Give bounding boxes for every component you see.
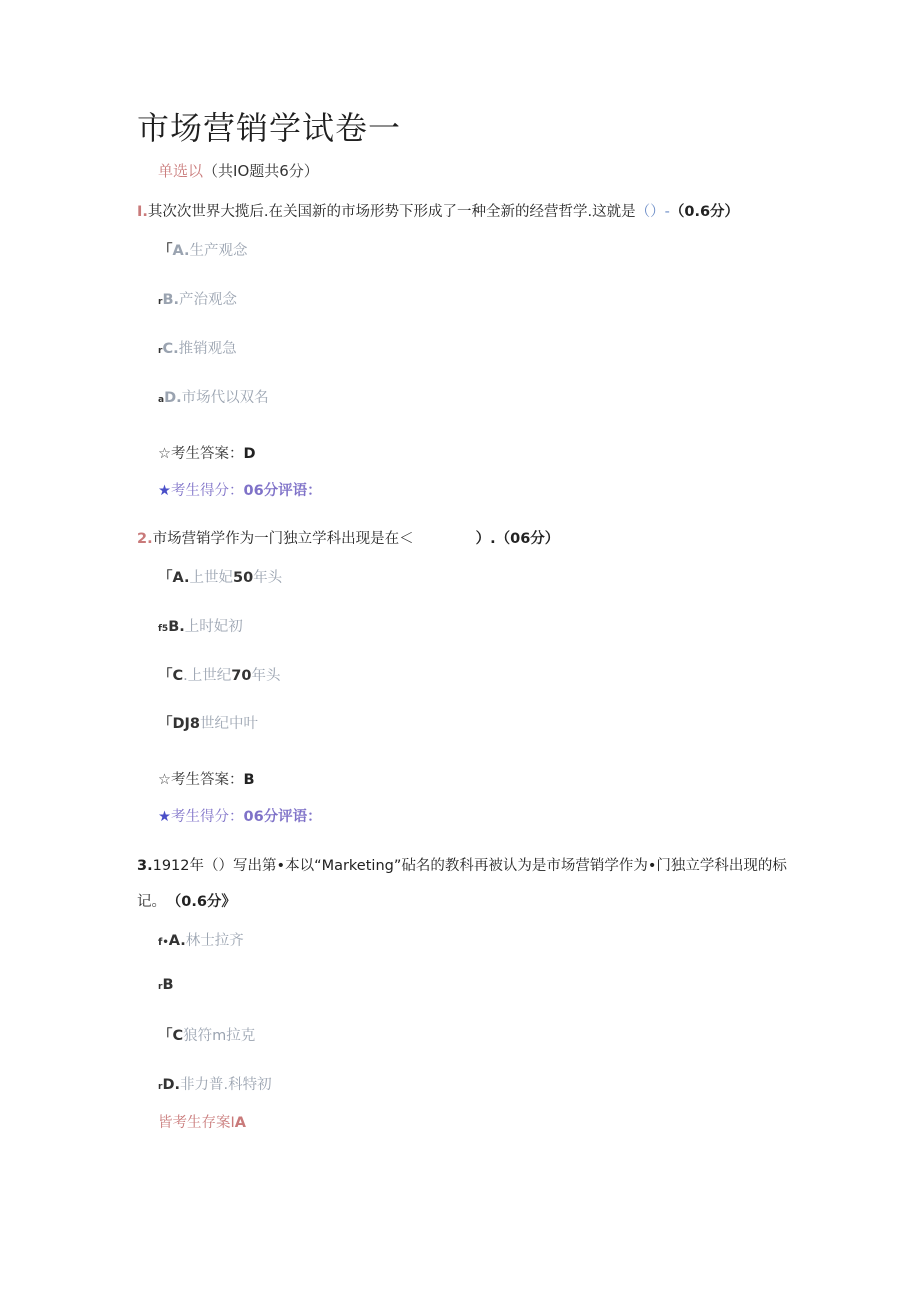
radio-icon: a <box>158 395 165 405</box>
question-stem: 市场营销学作为一门独立学科出现是在＜ <box>152 531 414 547</box>
option-text: 生产观念 <box>189 243 248 259</box>
answer-label: 皆考生存案I <box>158 1115 235 1131</box>
question-stem-cont: 记。 <box>137 894 166 910</box>
student-answer <box>158 1111 246 1132</box>
option-b[interactable] <box>158 977 174 993</box>
option-b[interactable] <box>158 288 237 309</box>
option-d[interactable] <box>158 386 269 407</box>
option-text-suffix: 年头 <box>251 668 281 684</box>
question-points: （0.6分） <box>669 204 740 220</box>
option-letter: B. <box>168 619 185 635</box>
option-letter: C <box>172 1028 184 1044</box>
star-filled-icon: ★ <box>158 809 171 825</box>
option-b[interactable] <box>158 615 243 636</box>
option-letter: D. <box>164 390 182 406</box>
option-letter: DJ8 <box>172 716 201 732</box>
option-number: 70 <box>231 668 252 684</box>
option-text: 狼符m拉克 <box>183 1028 256 1044</box>
question-stem: 其次次世界大揽后.在关国新的市场形势下形成了一种全新的经营哲学.这就是 <box>147 204 636 220</box>
option-a[interactable] <box>158 566 282 587</box>
option-letter: B. <box>162 292 180 308</box>
question-stem: 1912年（）写出第•本以“Marketing”砧名的教科再被认为是市场营销学作为•门独立学科出现的标 <box>152 858 787 874</box>
answer-value: D <box>243 446 256 462</box>
score-value: 06分评语： <box>243 809 322 825</box>
option-text: 上时妃初 <box>184 619 243 635</box>
option-d[interactable] <box>158 1073 272 1094</box>
option-c[interactable] <box>158 1024 255 1045</box>
option-letter: D. <box>162 1077 180 1093</box>
question-number: 2. <box>137 531 153 547</box>
star-outline-icon: ☆ <box>158 446 171 462</box>
option-text-suffix: 年头 <box>253 570 283 586</box>
option-c[interactable] <box>158 337 237 358</box>
student-score <box>158 805 322 826</box>
page-title: 市场营销学试卷一 <box>137 109 402 147</box>
section-info: （共IO题共6分） <box>203 162 319 180</box>
question-3-text <box>137 854 787 875</box>
radio-icon: 「 <box>158 668 173 684</box>
option-c[interactable] <box>158 664 280 685</box>
option-letter: C. <box>162 341 179 357</box>
option-text: 市场代以双名 <box>181 390 269 406</box>
option-a[interactable] <box>158 239 248 260</box>
option-text: 林士拉齐 <box>185 933 244 949</box>
option-letter: C <box>172 668 184 684</box>
radio-icon: 「 <box>158 1028 173 1044</box>
option-letter: A. <box>172 570 190 586</box>
radio-icon: f5 <box>158 624 169 634</box>
question-3-text-line2 <box>137 890 236 911</box>
question-number: I. <box>137 204 148 220</box>
option-letter: A. <box>168 933 186 949</box>
option-letter: B <box>162 977 174 993</box>
section-label: 单选以 <box>158 162 204 180</box>
star-filled-icon: ★ <box>158 483 171 499</box>
option-text: 产治观念 <box>179 292 238 308</box>
question-1-text <box>137 200 739 221</box>
section-header <box>158 160 319 181</box>
answer-label: 考生答案： <box>171 446 244 462</box>
star-outline-icon: ☆ <box>158 772 171 788</box>
option-a[interactable] <box>158 929 244 950</box>
radio-icon: 「 <box>158 570 173 586</box>
option-text: 推销观急 <box>178 341 237 357</box>
radio-icon: r <box>158 1082 163 1092</box>
radio-icon: 「 <box>158 716 173 732</box>
radio-icon: r <box>158 346 163 356</box>
student-answer <box>158 442 256 463</box>
answer-value: A <box>234 1115 247 1131</box>
radio-icon: r <box>158 982 163 992</box>
option-text: 非力普.科特初 <box>180 1077 272 1093</box>
score-label: 考生得分： <box>171 809 244 825</box>
option-d[interactable] <box>158 712 258 733</box>
radio-icon: 「 <box>158 243 173 259</box>
question-points: ）.（06分） <box>475 531 560 547</box>
option-text: 世纪中叶 <box>200 716 259 732</box>
score-label: 考生得分： <box>171 483 244 499</box>
score-value: 06分评语： <box>243 483 322 499</box>
answer-label: 考生答案： <box>171 772 244 788</box>
question-points: （0.6分》 <box>174 894 236 910</box>
option-text: .上世纪 <box>183 668 232 684</box>
student-answer <box>158 768 255 789</box>
option-text: 上世妃 <box>189 570 233 586</box>
question-number: 3. <box>137 858 153 874</box>
option-number: 50 <box>233 570 254 586</box>
radio-icon: r <box>158 297 163 307</box>
option-letter: A. <box>172 243 190 259</box>
question-2-text <box>137 527 559 548</box>
answer-value: B <box>243 772 255 788</box>
radio-icon: f• <box>158 937 169 948</box>
answer-blank: （）- <box>635 204 670 220</box>
student-score <box>158 479 322 500</box>
